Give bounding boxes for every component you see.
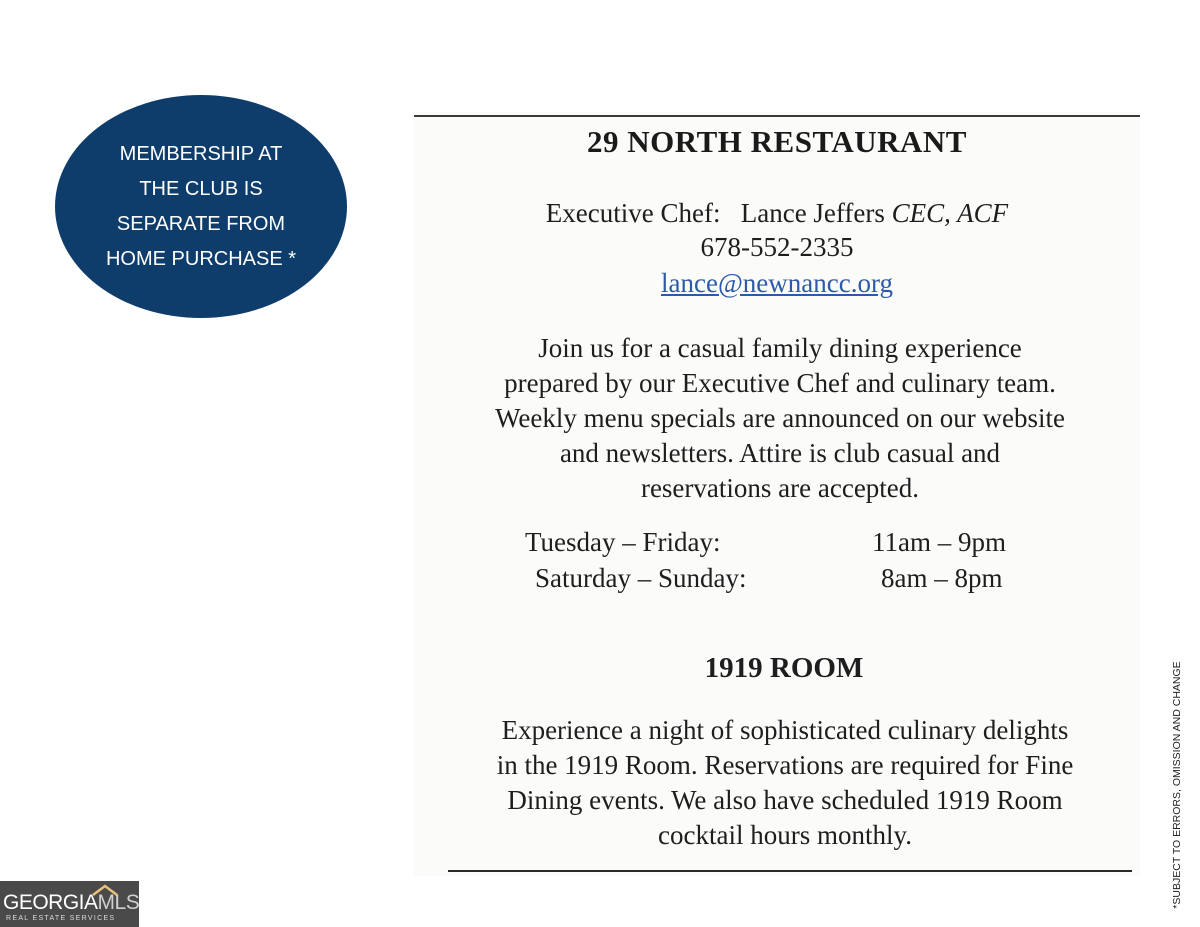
bottom-rule — [448, 870, 1132, 872]
badge-line: HOME PURCHASE * — [105, 247, 297, 270]
hours-time: 11am – 9pm — [872, 527, 1006, 557]
chef-phone: 678-552-2335 — [700, 232, 854, 262]
room-line: Experience a night of sophisticated culinary delights — [501, 715, 1069, 745]
description-line: Weekly menu specials are announced on our website — [495, 403, 1065, 433]
hours-times — [872, 524, 1006, 596]
description-line: and newsletters. Attire is club casual and — [559, 438, 1001, 468]
chef-line — [414, 198, 1140, 229]
hours-time: 8am – 8pm — [881, 563, 1003, 593]
top-rule — [414, 115, 1140, 117]
logo-subtitle: REAL ESTATE SERVICES — [6, 915, 116, 922]
disclaimer-text: *SUBJECT TO ERRORS, OMISSION AND CHANGE — [1171, 661, 1183, 909]
hours-day: Saturday – Sunday: — [535, 563, 747, 593]
room-line: Dining events. We also have scheduled 1919 Room — [507, 785, 1063, 815]
membership-badge — [55, 95, 347, 318]
room-line: cocktail hours monthly. — [658, 820, 912, 850]
hours-day: Tuesday – Friday: — [525, 527, 721, 557]
badge-line: SEPARATE FROM — [116, 212, 286, 235]
georgia-mls-logo — [0, 881, 139, 927]
chef-name: Lance Jeffers — [740, 198, 885, 228]
hours-days — [525, 524, 746, 596]
logo-word-georgia: GEORGIA — [3, 891, 98, 914]
email-link[interactable]: lance@newnancc.org — [660, 268, 893, 298]
restaurant-title: 29 NORTH RESTAURANT — [587, 124, 967, 159]
chef-credentials: CEC, ACF — [891, 198, 1009, 228]
badge-line: MEMBERSHIP AT — [119, 142, 283, 165]
room-description — [424, 713, 1146, 853]
chef-label: Executive Chef: — [545, 198, 721, 228]
description-line: Join us for a casual family dining experience — [538, 333, 1022, 363]
logo-word-mls: MLS — [97, 891, 139, 914]
room-title: 1919 ROOM — [704, 652, 864, 684]
badge-line: THE CLUB IS — [139, 177, 263, 200]
restaurant-description — [424, 331, 1136, 506]
logo-wordmark — [3, 891, 139, 915]
description-line: prepared by our Executive Chef and culinary team. — [504, 368, 1056, 398]
description-line: reservations are accepted. — [640, 473, 920, 503]
chef-email — [414, 268, 1140, 299]
room-line: in the 1919 Room. Reservations are required for Fine — [496, 750, 1074, 780]
